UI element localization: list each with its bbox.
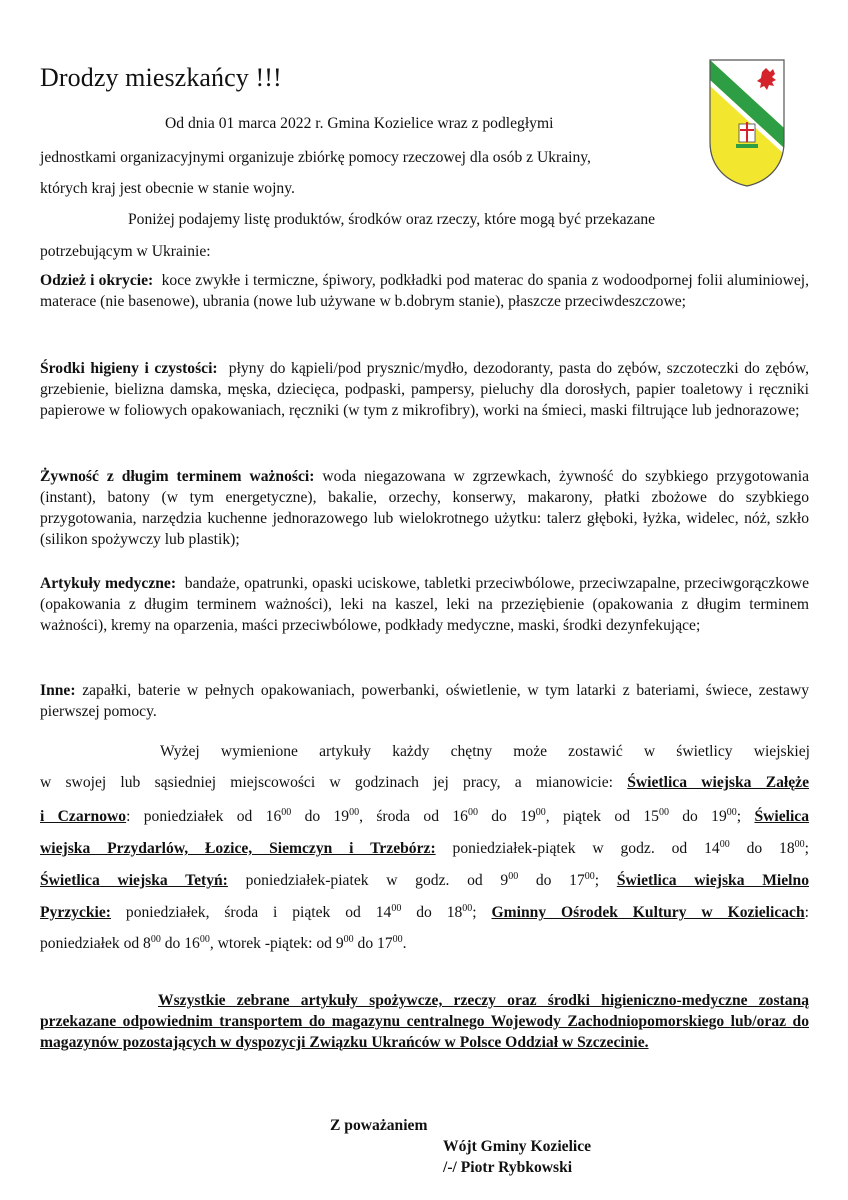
locations-line-1: Wyżej wymienione artykuły każdy chętny może zostawić w świetlicy wiejskiej xyxy=(160,743,810,760)
locations-line-2: w swojej lub sąsiedniej miejscowości w godzinach jej pracy, a mianowicie: Świetlica wiejska Załęże xyxy=(40,774,809,791)
category-text: płyny do kąpieli/pod prysznic/mydło, dezodoranty, pasta do zębów, szczoteczki do zębów, grzebienie, bielizna damska, męska, dziecięca, podpaski, pampersy, pieluchy dla dorosłych, papier toaletowy i ręczniki papierowe w foliowych opakowaniach, ręczniki (w tym z mikrofibry), worki na śmieci, maski filtrujące lub jednorazowe; xyxy=(40,360,809,419)
category-text: woda niegazowana w zgrzewkach, żywność do szybkiego przygotowania (instant), batony (w tym energetyczne), bakalie, orzechy, konserwy, makarony, płatki zbożowe do szybkiego przygotowania, narzędzia kuchenne jednorazowego lub wielokrotnego użytku: talerz głęboki, łyżka, widelec, nóż, szkło (silikon spożywczy lub plastik); xyxy=(40,468,809,548)
category-text: zapałki, baterie w pełnych opakowaniach, powerbanki, oświetlenie, w tym latarki z bateriami, świece, zestawy pierwszej pomocy. xyxy=(40,682,809,720)
intro-line-3: których kraj jest obecnie w stanie wojny. xyxy=(40,180,295,197)
intro-line-1: Od dnia 01 marca 2022 r. Gmina Kozielice wraz z podległymi xyxy=(165,115,554,132)
locations-line-7: poniedziałek od $8^{00}$ do $16^{00}$, wtorek -piątek: od $9^{00}$ do $17^{00}$. xyxy=(40,934,407,952)
locations-line-6: Pyrzyckie: poniedziałek, środa i piątek od $14^{00}$ do $18^{00}$; Gminny Ośrodek Kultury w Kozielicach: xyxy=(40,903,809,921)
category-label: Żywność z długim terminem ważności: xyxy=(40,468,315,485)
category-other xyxy=(40,680,809,722)
category-food xyxy=(40,466,809,550)
location-tetyn: Świetlica wiejska Tetyń: xyxy=(40,872,228,889)
category-text: bandaże, opatrunki, opaski uciskowe, tabletki przeciwbólowe, przeciwzapalne, przeciwgorączkowe (opakowania z długim terminem ważności), leki na kaszel, leki na przeziębienie (opakowania z długim terminem ważności), kremy na oparzenia, maści przeciwbólowe, podkłady medyczne, maski, środki dezynfekujące; xyxy=(40,575,809,634)
intro-line-2: jednostkami organizacyjnymi organizuje zbiórkę pomocy rzeczowej dla osób z Ukrainy, xyxy=(40,149,591,166)
category-label: Inne: xyxy=(40,682,76,699)
locations-line-4: wiejska Przydarlów, Łozice, Siemczyn i Trzebórz: poniedziałek-piątek w godz. od $14^{00}$ do $18^{00}$; xyxy=(40,839,809,857)
signature-greeting: Z poważaniem xyxy=(330,1117,428,1134)
signature-title: Wójt Gminy Kozielice xyxy=(443,1138,592,1155)
category-label: Odzież i okrycie: xyxy=(40,272,154,289)
page-title: Drodzy mieszkańcy !!! xyxy=(40,63,282,92)
locations-line-3: i Czarnowo: poniedziałek od $16^{00}$ do $19^{00}$, środa od $16^{00}$ do $19^{00}$, piątek od $15^{00}$ do $19^{00}$; Świelica xyxy=(40,807,810,825)
category-label: Środki higieny i czystości: xyxy=(40,360,218,377)
location-zaleze: Świetlica wiejska Załęże xyxy=(627,774,809,791)
intro-line-5: potrzebującym w Ukrainie: xyxy=(40,243,211,260)
location-gok: Gminny Ośrodek Kultury w Kozielicach xyxy=(491,904,805,921)
category-clothing xyxy=(40,270,809,312)
location-czarnowo: i Czarnowo xyxy=(40,808,127,825)
closing-statement: Wszystkie zebrane artykuły spożywcze, rzeczy oraz środki higieniczno-medyczne zostaną przekazane odpowiednim transportem do magazynu centralnego Wojewody Zachodniopomorskiego lub/oraz do magazynów pozostających w dyspozycji Związku Ukrańców w Polsce Oddział w Szczecinie. xyxy=(40,992,809,1051)
location-swielica: Świelica xyxy=(754,808,810,825)
signature-name: /-/ Piotr Rybkowski xyxy=(443,1159,573,1176)
location-przydarlow: wiejska Przydarlów, Łozice, Siemczyn i Trzebórz: xyxy=(40,840,436,857)
intro-line-4: Poniżej podajemy listę produktów, środków oraz rzeczy, które mogą być przekazane xyxy=(128,211,656,228)
category-hygiene xyxy=(40,358,809,421)
category-text: koce zwykłe i termiczne, śpiwory, podkładki pod materac do spania z wodoodpornej folii aluminiowej, materace (nie basenowe), ubrania (nowe lub używane w b.dobrym stanie), płaszcze przeciwdeszczowe; xyxy=(40,272,809,310)
locations-line-5: Świetlica wiejska Tetyń: poniedziałek-piatek w godz. od $9^{00}$ do $17^{00}$; Świetlica wiejska Mielno xyxy=(40,871,809,889)
category-medical xyxy=(40,573,809,636)
location-mielno: Świetlica wiejska Mielno xyxy=(616,872,809,889)
location-pyrzyckie: Pyrzyckie: xyxy=(40,904,112,921)
category-label: Artykuły medyczne: xyxy=(40,575,177,592)
